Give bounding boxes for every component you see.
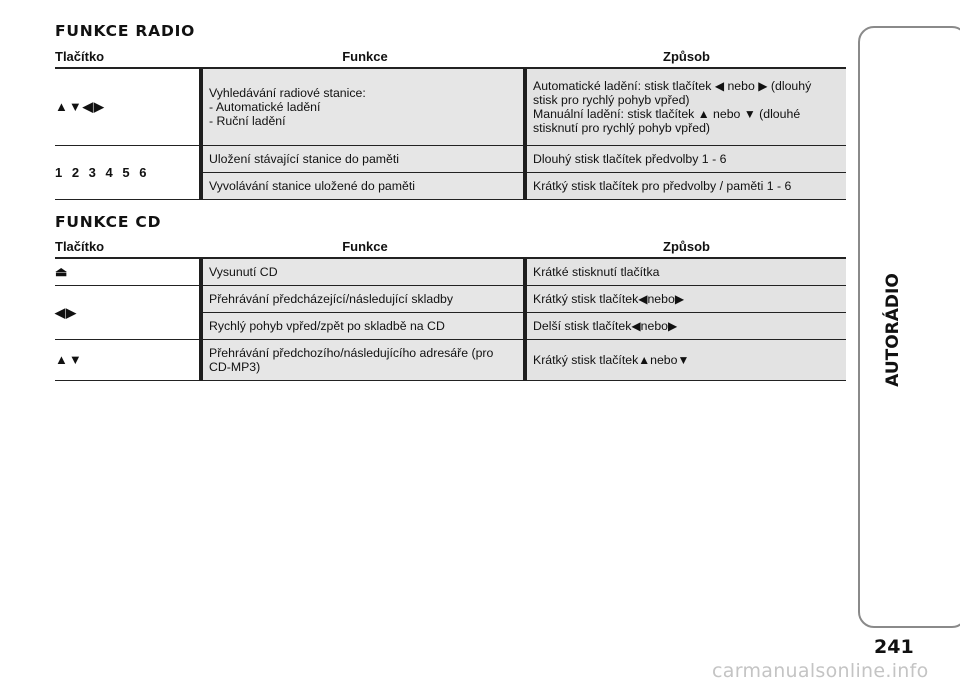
store-station-method: Dlouhý stisk tlačítek předvolby 1 - 6 [527, 146, 846, 173]
store-station-function: Uložení stávající stanice do paměti [203, 146, 523, 173]
folder-arrows-symbol: ▲▼ [55, 340, 199, 381]
header-button: Tlačítko [55, 238, 105, 254]
chapter-label: AUTORÁDIO [883, 273, 903, 387]
header-button: Tlačítko [55, 48, 105, 64]
folder-skip-method: Krátký stisk tlačítek ▲ nebo ▼ [527, 340, 846, 381]
radio-table [55, 45, 846, 200]
down-arrow-icon: ▼ [743, 107, 756, 121]
cd-table-body [55, 257, 846, 381]
chapter-side-tab [858, 26, 960, 628]
header-function: Funkce [342, 48, 388, 64]
up-arrow-icon: ▲ [638, 353, 651, 367]
eject-function: Vysunutí CD [203, 259, 523, 286]
eject-method: Krátké stisknutí tlačítka [527, 259, 846, 286]
right-arrow-icon: ▶ [758, 79, 768, 93]
radio-search-function: Vyhledávání radiové stanice: - Automatické ladění - Ruční ladění [203, 69, 523, 146]
radio-search-method: Automatické ladění: stisk tlačítek ◀ nebo ▶ (dlouhý stisk pro rychlý pohyb vpřed) Manuální ladění: stisk tlačítek ▲ nebo ▼ (dlouhé stisknutí pro rychlý pohyb vpřed) [527, 69, 846, 146]
recall-station-method: Krátký stisk tlačítek pro předvolby / paměti 1 - 6 [527, 173, 846, 200]
arrow-buttons-symbol: ▲▼◀▶ [55, 69, 199, 146]
eject-icon: ⏏ [55, 259, 199, 286]
left-arrow-icon: ◀ [714, 79, 725, 93]
right-arrow-icon: ▶ [674, 292, 685, 306]
fast-seek-method: Delší stisk tlačítek ◀ nebo ▶ [527, 313, 846, 340]
folder-skip-function: Přehrávání předchozího/následujícího adresáře (pro CD-MP3) [203, 340, 523, 381]
cd-section-title: FUNKCE CD [55, 213, 162, 231]
track-arrows-symbol: ◀▶ [55, 286, 199, 340]
fast-seek-function: Rychlý pohyb vpřed/zpět po skladbě na CD [203, 313, 523, 340]
left-arrow-icon: ◀ [631, 319, 641, 333]
preset-buttons-symbol: 1 2 3 4 5 6 [55, 146, 199, 200]
radio-table-header [55, 45, 846, 67]
cd-table [55, 235, 846, 381]
up-arrow-icon: ▲ [697, 107, 710, 121]
left-arrow-icon: ◀ [638, 292, 648, 306]
down-arrow-icon: ▼ [677, 353, 690, 367]
header-function: Funkce [342, 238, 388, 254]
header-method: Způsob [663, 48, 710, 64]
page-number: 241 [874, 636, 914, 658]
track-skip-function: Přehrávání předcházející/následující skladby [203, 286, 523, 313]
watermark: carmanualsonline.info [712, 660, 929, 682]
track-skip-method: Krátký stisk tlačítek ◀ nebo ▶ [527, 286, 846, 313]
radio-table-body [55, 67, 846, 200]
header-method: Způsob [663, 238, 710, 254]
radio-section-title: FUNKCE RADIO [55, 22, 196, 40]
recall-station-function: Vyvolávání stanice uložené do paměti [203, 173, 523, 200]
cd-table-header [55, 235, 846, 257]
right-arrow-icon: ▶ [668, 319, 678, 333]
